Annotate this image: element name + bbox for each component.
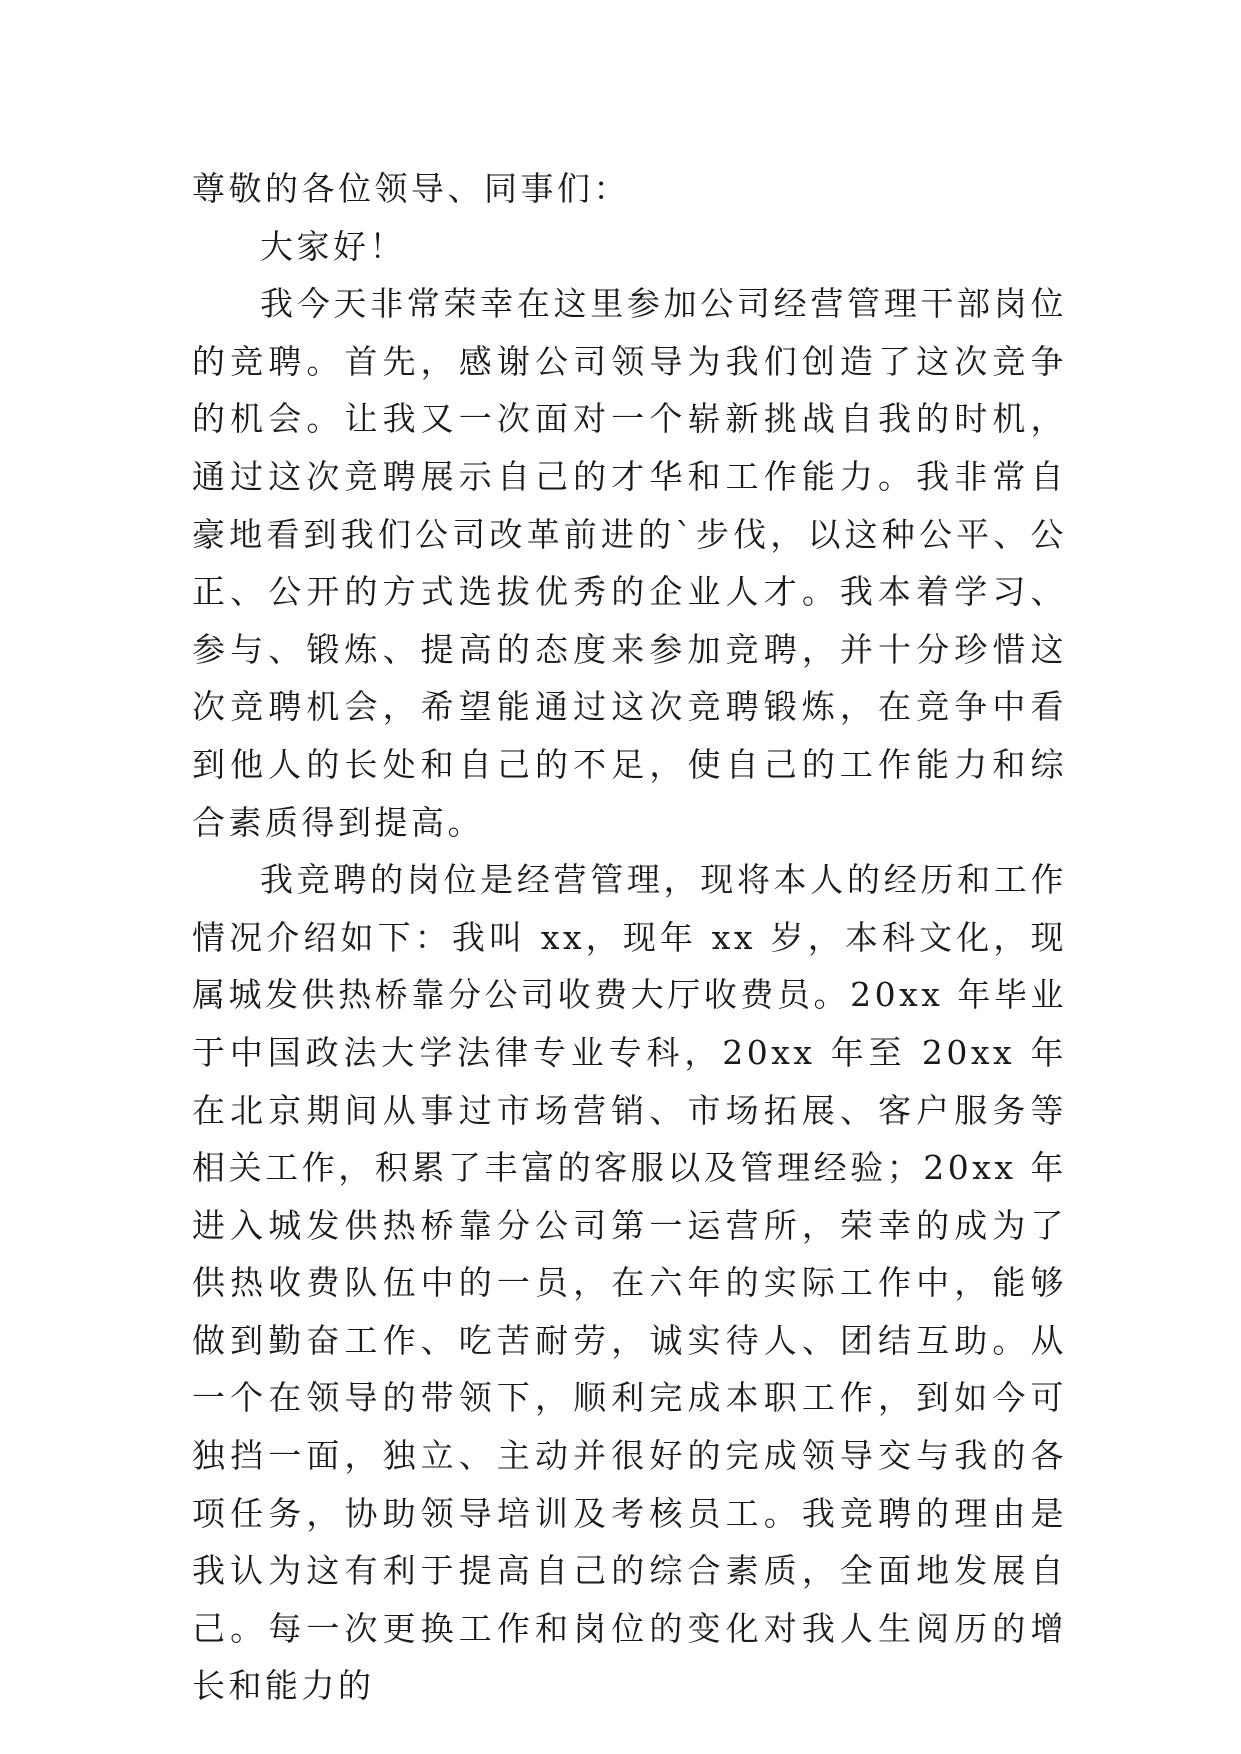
paragraph-2: 我竞聘的岗位是经营管理，现将本人的经历和工作情况介绍如下：我叫 xx，现年 xx 岁，本科文化，现属城发供热桥靠分公司收费大厅收费员。20xx 年毕业于中国政法大学法律专业专科，20xx 年至 20xx 年在北京期间从事过市场营销、市场拓展、客户服务等相关工作，积累了丰富的客服以及管理经验；20xx 年进入城发供热桥靠分公司第一运营所，荣幸的成为了供热收费队伍中的一员，在六年的实际工作中，能够做到勤奋工作、吃苦耐劳，诚实待人、团结互助。从一个在领导的带领下，顺利完成本职工作，到如今可独挡一面，独立、主动并很好的完成领导交与我的各项任务，协助领导培训及考核员工。我竞聘的理由是我认为这有利于提高自己的综合素质，全面地发展自己。每一次更换工作和岗位的变化对我人生阅历的增长和能力的 xyxy=(192,860,1067,1706)
greeting: 大家好！ xyxy=(260,226,406,266)
paragraph-1: 我今天非常荣幸在这里参加公司经营管理干部岗位的竞聘。首先，感谢公司领导为我们创造了这次竞争的机会。让我又一次面对一个崭新挑战自我的时机，通过这次竞聘展示自己的才华和工作能力。我非常自豪地看到我们公司改革前进的`步伐，以这种公平、公正、公开的方式选拔优秀的企业人才。我本着学习、参与、锻炼、提高的态度来参加竞聘，并十分珍惜这次竞聘机会，希望能通过这次竞聘锻炼，在竞争中看到他人的长处和自己的不足，使自己的工作能力和综合素质得到提高。 xyxy=(192,284,1067,842)
salutation: 尊敬的各位领导、同事们： xyxy=(192,169,630,208)
document-body xyxy=(192,160,1067,1715)
